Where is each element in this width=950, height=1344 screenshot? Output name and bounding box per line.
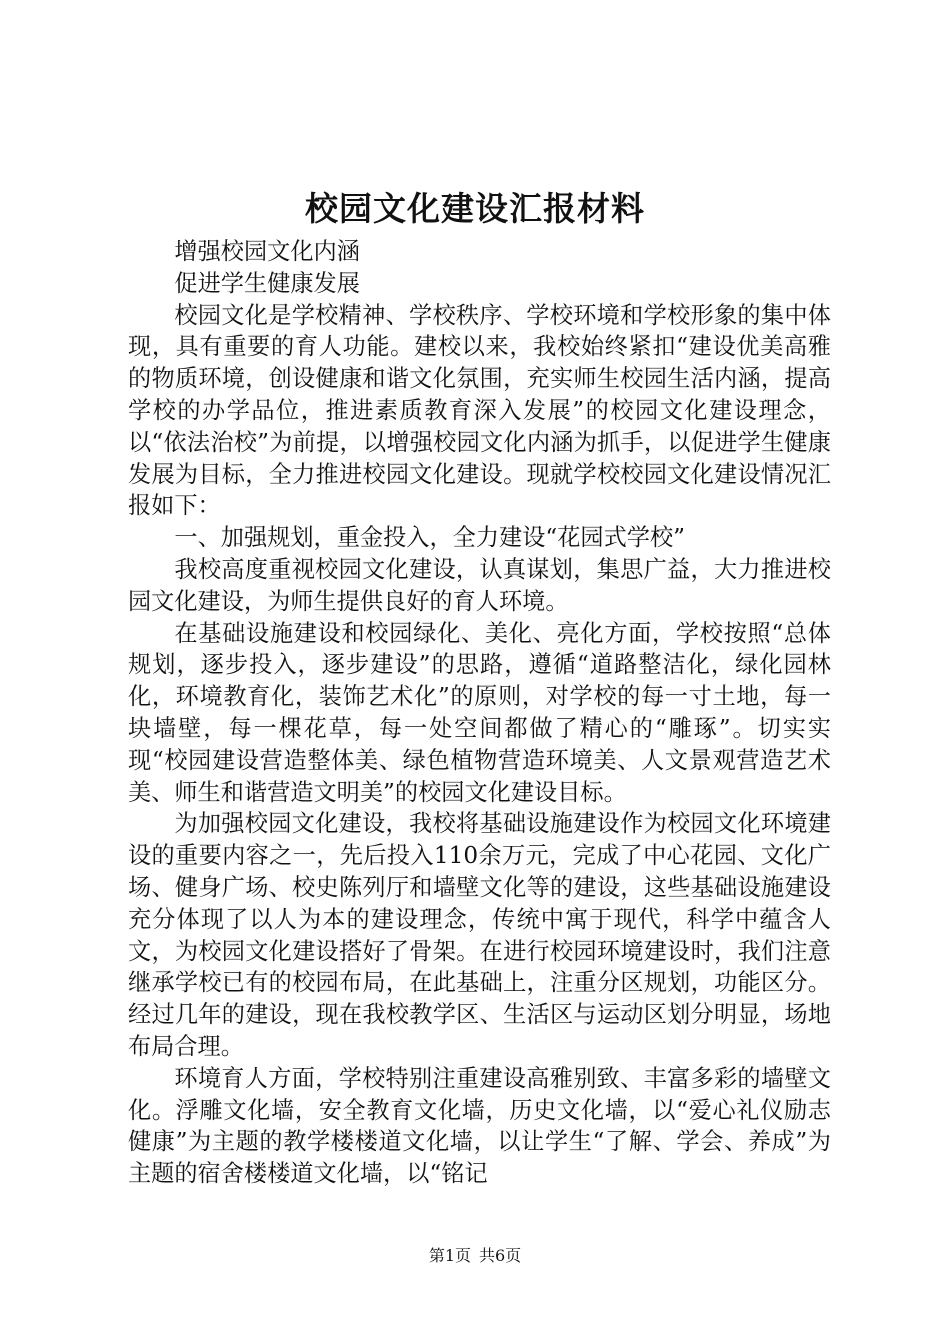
subtitle-line: 促进学生健康发展 (174, 269, 360, 297)
body-paragraph: 环境育人方面，学校特别注重建设高雅别致、丰富多彩的墙壁文化。浮雕文化墙，安全教育文化墙，历史文化墙，以“爱心礼仪励志健康”为主题的教学楼楼道文化墙，以让学生“了解、学会、养成”为主题的宿舍楼楼道文化墙，以“铭记 (128, 1064, 831, 1188)
body-paragraph: 校园文化是学校精神、学校秩序、学校环境和学校形象的集中体现，具有重要的育人功能。建校以来，我校始终紧扣“建设优美高雅的物质环境，创设健康和谐文化氛围，充实师生校园生活内涵，提高学校的办学品位，推进素质教育深入发展”的校园文化建设理念，以“依法治校”为前提，以增强校园文化内涵为抓手，以促进学生健康发展为目标，全力推进校园文化建设。现就学校校园文化建设情况汇报如下： (128, 301, 831, 520)
body-paragraph: 在基础设施建设和校园绿化、美化、亮化方面，学校按照“总体规划，逐步投入，逐步建设”的思路，遵循“道路整洁化，绿化园林化，环境教育化，装饰艺术化”的原则，对学校的每一寸土地，每一块墙壁，每一棵花草，每一处空间都做了精心的“雕琢”。切实实现“校园建设营造整体美、绿色植物营造环境美、人文景观营造艺术美、师生和谐营造文明美”的校园文化建设目标。 (128, 619, 831, 806)
body-paragraph: 我校高度重视校园文化建设，认真谋划，集思广益，大力推进校园文化建设，为师生提供良好的育人环境。 (128, 555, 831, 615)
body-paragraph: 为加强校园文化建设，我校将基础设施建设作为校园文化环境建设的重要内容之一，先后投入110余万元，完成了中心花园、文化广场、健身广场、校史陈列厅和墙壁文化等的建设，这些基础设施建设充分体现了以人为本的建设理念，传统中寓于现代，科学中蕴含人文，为校园文化建设搭好了骨架。在进行校园环境建设时，我们注意继承学校已有的校园布局，在此基础上，注重分区规划，功能区分。经过几年的建设，现在我校教学区、生活区与运动区划分明显，场地布局合理。 (128, 810, 831, 1060)
page-number: 第1页 (428, 1246, 471, 1265)
page-total: 共6页 (479, 1246, 522, 1265)
document-title: 校园文化建设汇报材料 (305, 189, 645, 228)
page-footer (0, 1244, 950, 1268)
subtitle-line: 增强校园文化内涵 (174, 238, 360, 265)
document-body (128, 236, 831, 1190)
section-heading: 一、加强规划，重金投入，全力建设“花园式学校” (174, 524, 686, 552)
